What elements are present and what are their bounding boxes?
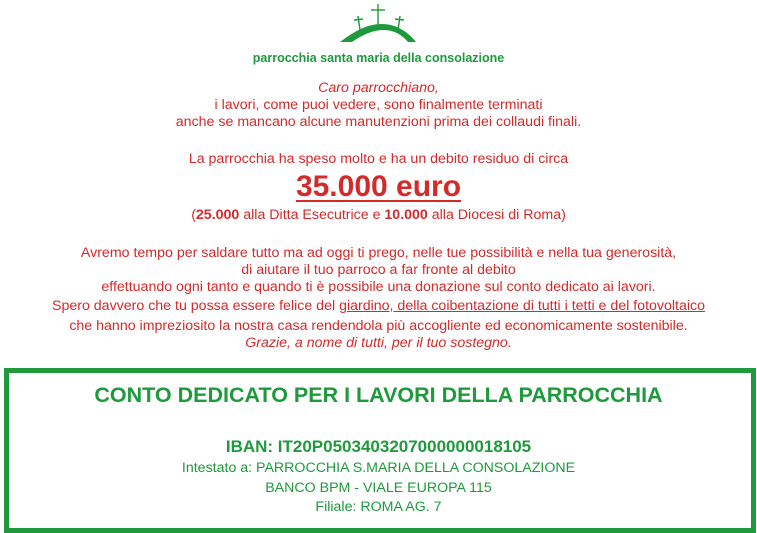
greeting: Caro parrocchiano, <box>318 80 439 96</box>
appeal-line-2: di aiutare il tuo parroco a far fronte al debito <box>241 262 516 278</box>
appeal-line-3: effettuando ogni tanto e quando ti è possibile una donazione sul conto dedicato ai lavori. <box>101 279 656 295</box>
improvements-text: giardino, della coibentazione di tutti i tetti e del fotovoltaico <box>339 298 706 314</box>
appeal-line-1: Avremo tempo per saldare tutto ma ad oggi ti prego, nelle tue possibilità e nella tua generosità, <box>80 245 677 261</box>
debt-amount: 35.000 euro <box>295 170 462 203</box>
account-title: CONTO DEDICATO PER I LAVORI DELLA PARROCCHIA <box>94 383 663 407</box>
letter-line-1: i lavori, come puoi vedere, sono finalmente terminati <box>214 97 543 113</box>
account-holder: Intestato a: PARROCCHIA S.MARIA DELLA CONSOLAZIONE <box>181 460 576 476</box>
bank-branch: Filiale: ROMA AG. 7 <box>315 499 442 515</box>
appeal-line-5: che hanno impreziosito la nostra casa rendendola più accogliente ed economicamente sostenibile. <box>69 318 688 334</box>
parish-name: parrocchia santa maria della consolazione <box>252 51 505 65</box>
debt-breakdown: (25.000 alla Ditta Esecutrice e 10.000 alla Diocesi di Roma) <box>191 207 566 223</box>
appeal-line-4: Spero davvero che tu possa essere felice del giardino, della coibentazione di tutti i tetti e del fotovoltaico <box>51 298 706 314</box>
iban-line: IBAN: IT20P0503403207000000018105 <box>225 437 532 456</box>
debt-intro: La parrocchia ha speso molto e ha un debito residuo di circa <box>188 151 569 167</box>
bank-name: BANCO BPM - VIALE EUROPA 115 <box>265 480 492 496</box>
letter-line-2: anche se mancano alcune manutenzioni prima dei collaudi finali. <box>175 114 582 130</box>
thanks-line: Grazie, a nome di tutti, per il tuo sostegno. <box>245 335 512 351</box>
parish-logo <box>338 2 418 44</box>
